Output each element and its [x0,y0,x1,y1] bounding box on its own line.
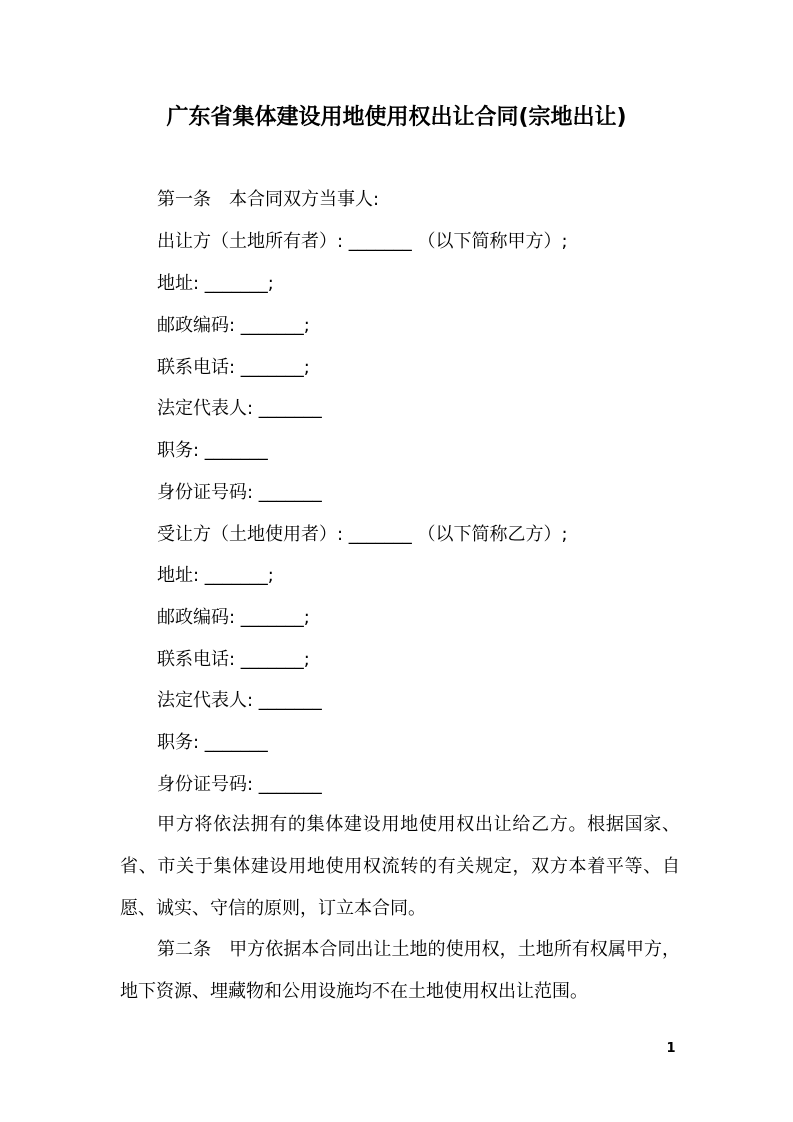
transferee-postcode-line: 邮政编码: _______; [157,607,310,628]
transferee-id-number-line: 身份证号码: _______ [157,774,322,795]
transferor-legal-representative-line: 法定代表人: _______ [157,398,322,419]
transferee-legal-representative-line: 法定代表人: _______ [157,690,322,711]
transferor-id-number-line: 身份证号码: _______ [157,482,322,503]
page-number: 1 [666,1041,676,1056]
article-1-heading: 第一条 本合同双方当事人: [157,189,380,210]
transferee-address-line: 地址: _______; [157,565,274,586]
transferee-phone-line: 联系电话: _______; [157,649,310,670]
transfer-purpose-paragraph: 甲方将依法拥有的集体建设用地使用权出让给乙方。根据国家、省、市关于集体建设用地使用权流转的有关规定，双方本着平等、自愿、诚实、守信的原则，订立本合同。 [120,814,680,919]
transferor-position-line: 职务: _______ [157,440,268,461]
transferor-phone-line: 联系电话: _______; [157,357,310,378]
transferee-position-line: 职务: _______ [157,732,268,753]
article-2-paragraph: 第二条 甲方依据本合同出让土地的使用权，土地所有权属甲方，地下资源、埋藏物和公用设施均不在土地使用权出让范围。 [120,939,680,1002]
transferor-address-line: 地址: _______; [157,273,274,294]
document-title: 广东省集体建设用地使用权出让合同(宗地出让) [166,105,627,130]
transferor-postcode-line: 邮政编码: _______; [157,315,310,336]
transferor-line: 出让方（土地所有者）: _______ （以下简称甲方）; [157,231,568,252]
transferee-line: 受让方（土地使用者）: _______ （以下简称乙方）; [157,524,568,545]
